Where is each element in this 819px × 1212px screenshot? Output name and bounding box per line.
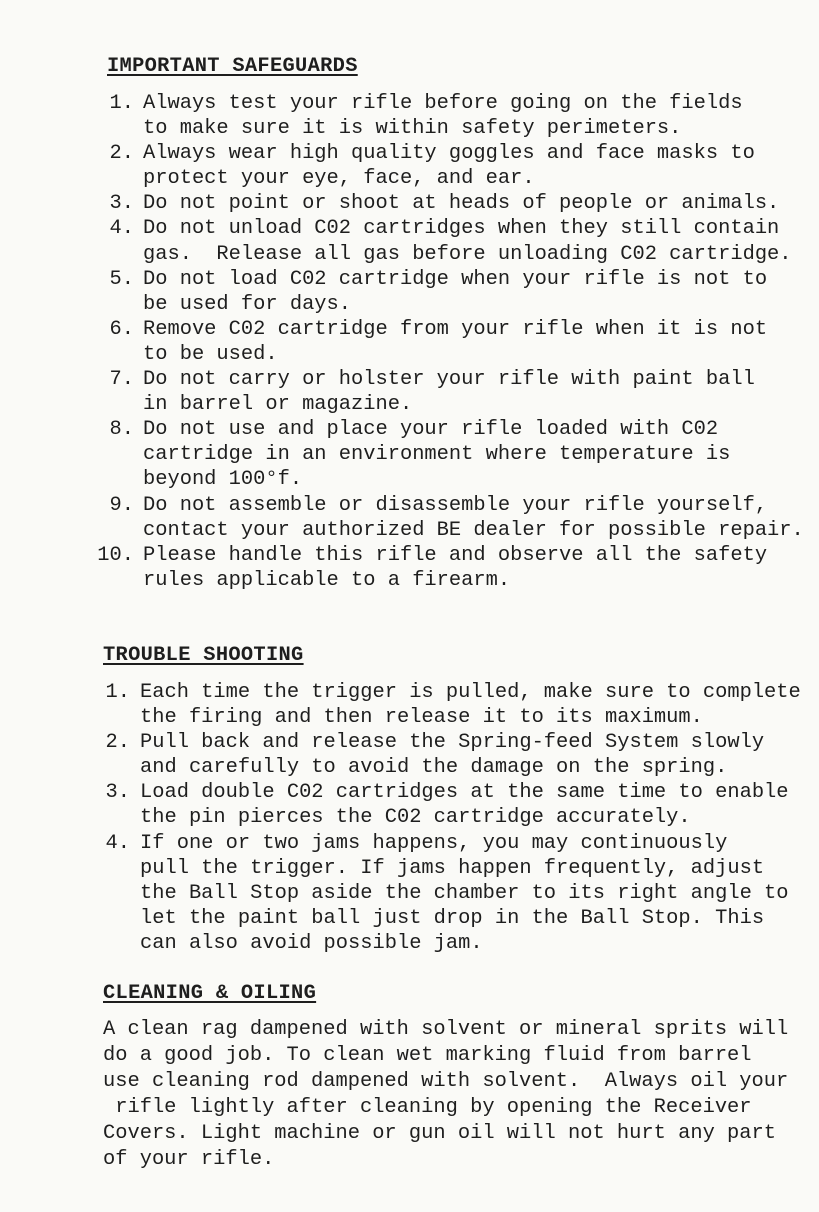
item-text-line: the pin pierces the C02 cartridge accurately. (140, 806, 691, 830)
list-item (0, 493, 819, 543)
item-text-line: Do not load C02 cartridge when your rifle is not to (143, 267, 768, 291)
item-text-line: to make sure it is within safety perimeters. (143, 117, 682, 141)
item-number: 5. (109, 267, 134, 291)
item-number: 7. (109, 368, 134, 392)
list-item (0, 317, 819, 367)
item-text-line: the firing and then release it to its maximum. (140, 706, 703, 730)
item-text-line: Do not point or shoot at heads of people or animals. (143, 192, 780, 216)
item-text-line: gas. Release all gas before unloading C02 cartridge. (143, 242, 792, 266)
item-text-line: protect your eye, face, and ear. (143, 167, 535, 191)
item-number: 4. (105, 831, 130, 855)
item-number: 3. (109, 192, 134, 216)
item-text-line: Pull back and release the Spring-feed System slowly (140, 731, 765, 755)
paragraph-line: rifle lightly after cleaning by opening the Receiver (103, 1096, 752, 1119)
item-text-line: Do not assemble or disassemble your rifle yourself, (143, 493, 768, 517)
item-number: 1. (109, 92, 134, 115)
paragraph-line: A clean rag dampened with solvent or mineral sprits will (103, 1018, 789, 1041)
item-text-line: contact your authorized BE dealer for possible repair. (143, 518, 804, 542)
list-item (0, 191, 819, 216)
list-item (0, 730, 819, 780)
item-text-line: Remove C02 cartridge from your rifle when it is not (143, 317, 768, 341)
list-item (0, 543, 819, 593)
paragraph-line: of your rifle. (103, 1148, 275, 1171)
item-text-line: the Ball Stop aside the chamber to its right angle to (140, 881, 789, 905)
item-number: 10. (97, 543, 134, 567)
item-number: 8. (109, 418, 134, 442)
cleaning-heading: CLEANING & OILING (103, 982, 317, 1005)
list-item (0, 417, 819, 492)
item-text-line: can also avoid possible jam. (140, 931, 483, 955)
item-text-line: and carefully to avoid the damage on the spring. (140, 756, 728, 780)
paragraph-line: use cleaning rod dampened with solvent. Always oil your (103, 1070, 789, 1093)
item-text-line: let the paint ball just drop in the Ball Stop. This (140, 906, 765, 930)
item-text-line: rules applicable to a firearm. (143, 568, 511, 592)
item-text-line: pull the trigger. If jams happen frequently, adjust (140, 856, 765, 880)
item-number: 2. (105, 731, 130, 755)
item-text-line: Each time the trigger is pulled, make sure to complete (140, 681, 801, 704)
item-text-line: to be used. (143, 342, 278, 366)
item-number: 1. (105, 681, 130, 704)
safeguards-list (0, 91, 819, 593)
paragraph-line: Covers. Light machine or gun oil will not hurt any part (103, 1122, 777, 1145)
item-number: 6. (109, 317, 134, 341)
item-text-line: Do not unload C02 cartridges when they still contain (143, 217, 780, 241)
item-text-line: Always test your rifle before going on the fields (143, 92, 743, 115)
list-item (0, 141, 819, 191)
safeguards-heading: IMPORTANT SAFEGUARDS (107, 55, 358, 78)
item-text-line: in barrel or magazine. (143, 393, 413, 417)
item-text-line: beyond 100°f. (143, 468, 303, 492)
list-item (0, 91, 819, 141)
list-item (0, 267, 819, 317)
item-number: 2. (109, 142, 134, 166)
list-item (0, 780, 819, 830)
item-number: 3. (105, 781, 130, 805)
list-item (0, 680, 819, 730)
item-text-line: Do not carry or holster your rifle with paint ball (143, 368, 755, 392)
cleaning-paragraph (103, 1017, 788, 1173)
list-item (0, 367, 819, 417)
paragraph-line: do a good job. To clean wet marking fluid from barrel (103, 1044, 752, 1067)
list-item (0, 216, 819, 266)
troubleshooting-list (0, 680, 819, 956)
item-text-line: If one or two jams happens, you may continuously (140, 831, 728, 855)
item-number: 4. (109, 217, 134, 241)
item-text-line: Please handle this rifle and observe all the safety (143, 543, 768, 567)
item-text-line: cartridge in an environment where temperature is (143, 443, 731, 467)
item-text-line: Always wear high quality goggles and face masks to (143, 142, 755, 166)
item-text-line: Load double C02 cartridges at the same time to enable (140, 781, 789, 805)
item-number: 9. (109, 493, 134, 517)
troubleshooting-heading: TROUBLE SHOOTING (103, 644, 304, 667)
list-item (0, 831, 819, 956)
item-text-line: Do not use and place your rifle loaded with C02 (143, 418, 719, 442)
item-text-line: be used for days. (143, 292, 352, 316)
